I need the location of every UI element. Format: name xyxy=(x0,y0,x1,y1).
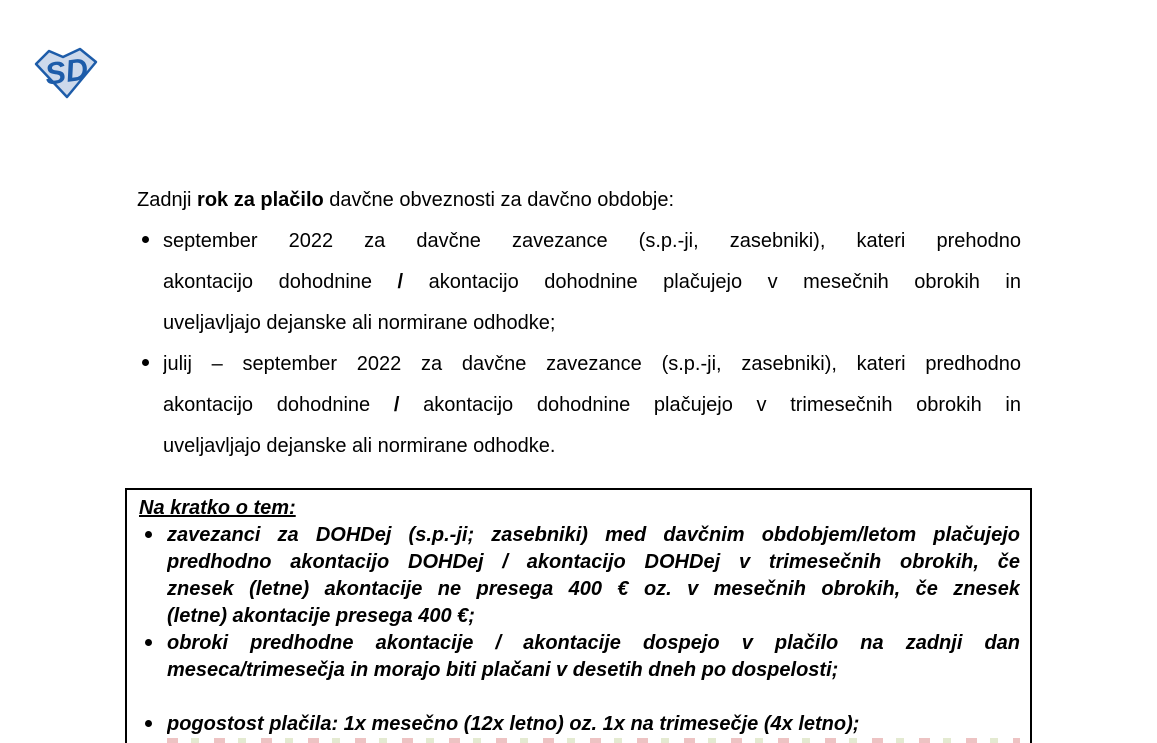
text-line: september 2022 za davčne zavezance (s.p.-ji, zasebniki), kateri prehodno xyxy=(163,230,1021,252)
summary-item-pogostost xyxy=(139,711,1020,738)
clipped-next-line xyxy=(167,738,1020,743)
bullet-dot-icon xyxy=(145,639,152,646)
text-segment: akontacijo dohodnine plačujejo v trimesečnih obrokih in xyxy=(399,394,1021,416)
text-line: zavezanci za DOHDej (s.p.-ji; zasebniki) med davčnim obdobjem/letom plačujejo xyxy=(167,524,1020,546)
summary-box-title: Na kratko o tem: xyxy=(139,497,296,519)
summary-item-zavezanci xyxy=(139,522,1020,630)
bullet-dot-icon xyxy=(142,236,149,243)
text-segment: akontacijo dohodnine plačujejo v mesečnih obrokih in xyxy=(403,271,1021,293)
sd-shield-logo-icon xyxy=(33,46,99,99)
bullet-dot-icon xyxy=(145,720,152,727)
text-line: (letne) akontacije presega 400 €; xyxy=(167,605,475,627)
main-text-block xyxy=(137,180,1021,467)
summary-item-obroki xyxy=(139,630,1020,684)
text-segment-bold: / xyxy=(397,271,404,293)
text-line: znesek (letne) akontacije ne presega 400 € oz. v mesečnih obrokih, če znesek xyxy=(167,578,1020,600)
text-line: meseca/trimesečja in morajo biti plačani v desetih dneh po dospelosti; xyxy=(167,659,839,681)
text-line: uveljavljajo dejanske ali normirane odhodke; xyxy=(163,312,556,334)
logo-letters: SD xyxy=(42,51,91,92)
text-line: julij – september 2022 za davčne zavezance (s.p.-ji, zasebniki), kateri predhodno xyxy=(163,353,1021,375)
text-line xyxy=(163,262,1021,303)
text-line: obroki predhodne akontacije / akontacije dospejo v plačilo na zadnji dan xyxy=(167,632,1020,654)
text-line xyxy=(163,385,1021,426)
bullet-dot-icon xyxy=(142,359,149,366)
intro-heading xyxy=(137,180,1021,221)
intro-heading-rest: davčne obveznosti za davčno obdobje: xyxy=(323,189,674,211)
spacer-line xyxy=(139,684,1020,711)
text-segment: akontacijo dohodnine xyxy=(163,394,394,416)
text-segment: akontacijo dohodnine xyxy=(163,271,398,293)
text-line: predhodno akontacijo DOHDej / akontacijo DOHDej v trimesečnih obrokih, če xyxy=(167,551,1020,573)
list-item-julij-september xyxy=(137,344,1021,467)
text-segment-bold: / xyxy=(393,394,400,416)
text-line: pogostost plačila: 1x mesečno (12x letno) oz. 1x na trimesečje (4x letno); xyxy=(167,713,860,735)
intro-heading-bold: rok za plačilo xyxy=(197,189,324,211)
list-item-september xyxy=(137,221,1021,344)
summary-box xyxy=(125,488,1032,743)
text-line: uveljavljajo dejanske ali normirane odhodke. xyxy=(163,435,556,457)
bullet-dot-icon xyxy=(145,531,152,538)
intro-heading-text: Zadnji xyxy=(137,189,198,211)
